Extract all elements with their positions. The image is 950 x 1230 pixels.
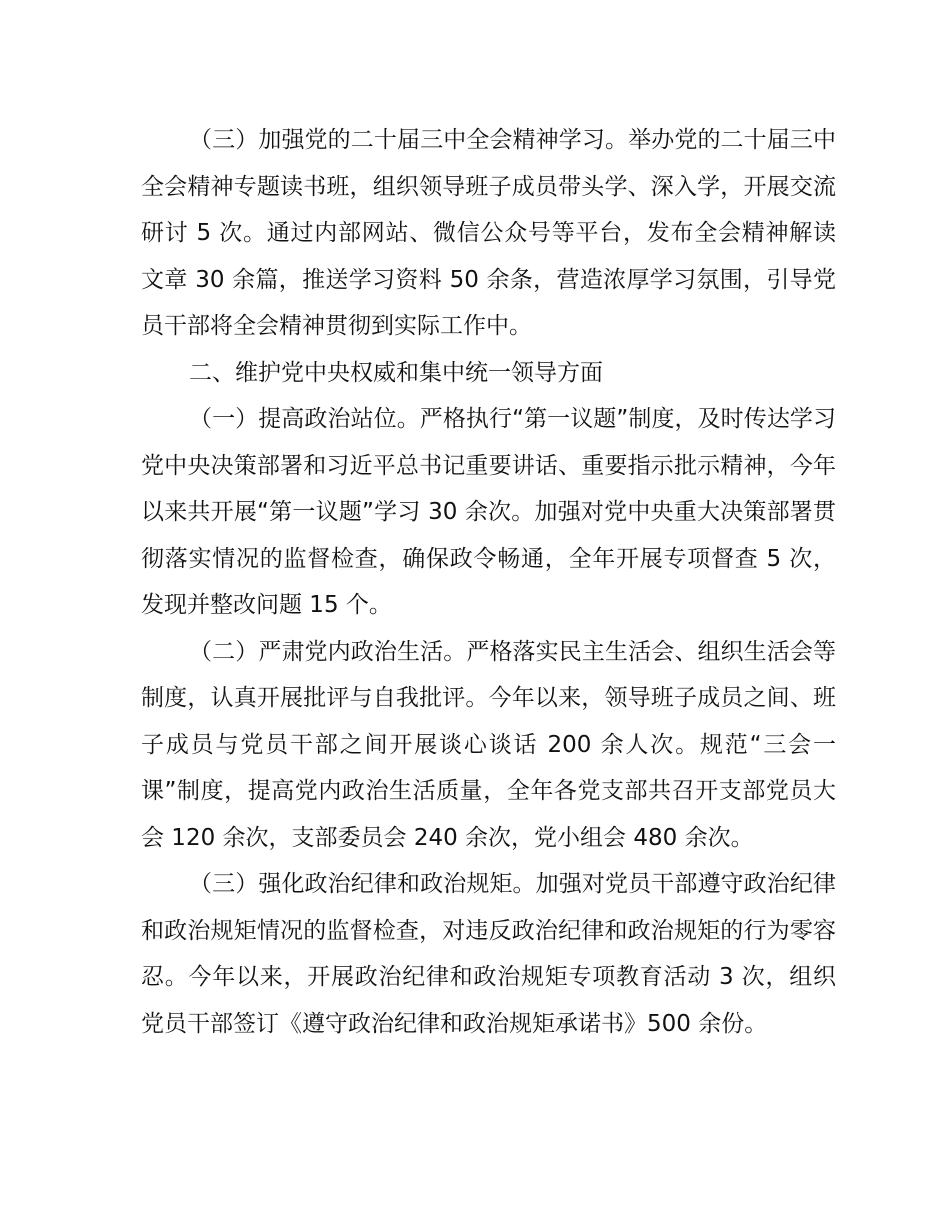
section-heading-central-authority: 二、维护党中央权威和集中统一领导方面 — [189, 359, 603, 386]
paragraph-study-plenum: （三）加强党的二十届三中全会精神学习。举办党的二十届三中全会精神专题读书班，组织领导班子成员带头学、深入学，开展交流研讨 5 次。通过内部网站、微信公众号等平台，发布全会精神解读文章 30 余篇，推送学习资料 50 余条，营造浓厚学习氛围，引导党员干部将全会精神贯彻到实际工作中。 — [141, 127, 836, 339]
document-page — [141, 117, 836, 1047]
paragraph-political-discipline: （三）强化政治纪律和政治规矩。加强对党员干部遵守政治纪律和政治规矩情况的监督检查，对违反政治纪律和政治规矩的行为零容忍。今年以来，开展政治纪律和政治规矩专项教育活动 3 次，组织党员干部签订《遵守政治纪律和政治规矩承诺书》500 余份。 — [141, 871, 836, 1037]
paragraph-political-stance: （一）提高政治站位。严格执行“第一议题”制度，及时传达学习党中央决策部署和习近平总书记重要讲话、重要指示批示精神，今年以来共开展“第一议题”学习 30 余次。加强对党中央重大决策部署贯彻落实情况的监督检查，确保政令畅通，全年开展专项督查 5 次，发现并整改问题 15 个。 — [141, 406, 836, 618]
paragraph-political-life: （二）严肃党内政治生活。严格落实民主生活会、组织生活会等制度，认真开展批评与自我批评。今年以来，领导班子成员之间、班子成员与党员干部之间开展谈心谈话 200 余人次。规范“三会一课”制度，提高党内政治生活质量，全年各党支部共召开支部党员大会 120 余次，支部委员会 240 余次，党小组会 480 余次。 — [141, 638, 836, 851]
